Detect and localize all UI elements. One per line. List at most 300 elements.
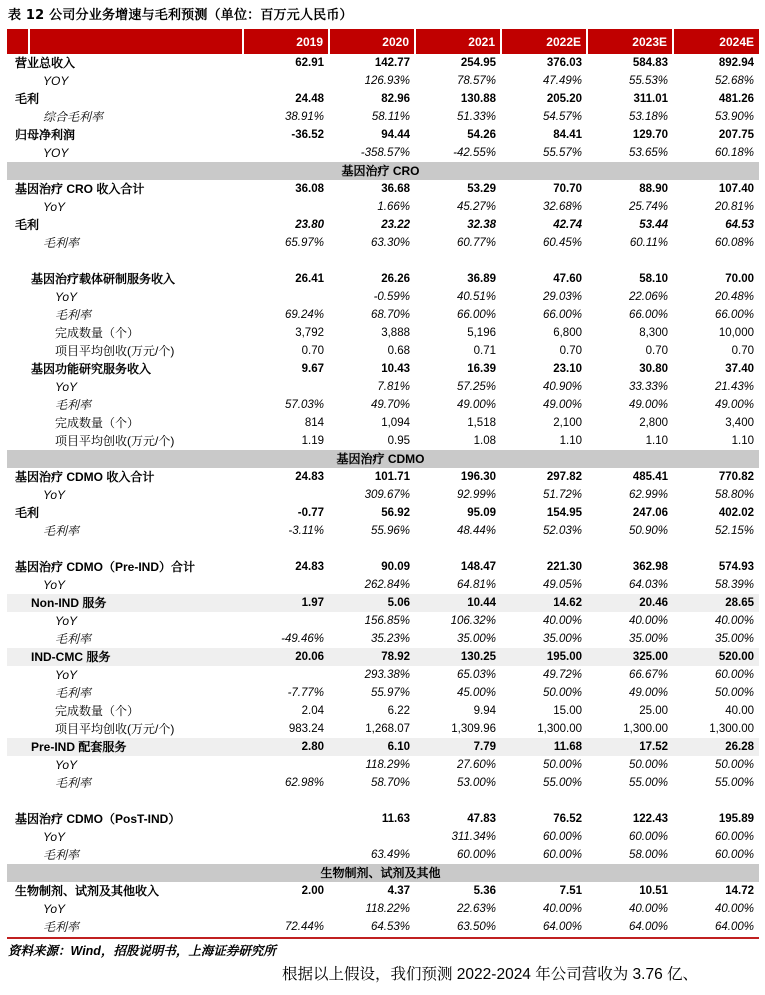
value-cell: 66.00% xyxy=(456,309,496,321)
header-label-cell xyxy=(29,29,243,54)
row-label: 归母净利润 xyxy=(15,128,76,142)
table-row xyxy=(7,756,759,774)
value-cell: 64.00% xyxy=(628,921,668,933)
row-label: 完成数量（个） xyxy=(55,704,140,718)
value-cell: 6.10 xyxy=(387,741,410,753)
table-row xyxy=(7,612,759,630)
value-cell: 196.30 xyxy=(460,471,496,483)
value-cell: 55.00% xyxy=(714,777,754,789)
row-label: 毛利 xyxy=(15,92,40,106)
value-cell xyxy=(243,144,329,162)
value-cell: 156.85% xyxy=(364,615,410,627)
table-row xyxy=(7,594,759,612)
row-label: 毛利率 xyxy=(43,524,80,538)
value-cell: 64.53% xyxy=(370,921,410,933)
value-cell: 5.36 xyxy=(473,885,496,897)
value-cell: 17.52 xyxy=(639,741,668,753)
value-cell: 60.18% xyxy=(714,147,754,159)
value-cell: 106.32% xyxy=(450,615,496,627)
value-cell: 1.10 xyxy=(645,435,668,447)
spacer-cell xyxy=(7,792,759,810)
value-cell: 0.71 xyxy=(473,345,496,357)
value-cell: 64.53 xyxy=(725,219,754,231)
value-cell: 0.70 xyxy=(645,345,668,357)
value-cell: 92.99% xyxy=(456,489,496,501)
value-cell: -358.57% xyxy=(360,147,410,159)
table-row xyxy=(7,72,759,90)
value-cell: 60.08% xyxy=(714,237,754,249)
value-cell: 1.08 xyxy=(473,435,496,447)
value-cell: 362.98 xyxy=(632,561,668,573)
value-cell: 195.89 xyxy=(718,813,754,825)
table-row xyxy=(7,90,759,108)
value-cell: 84.41 xyxy=(553,129,582,141)
value-cell: 76.52 xyxy=(553,813,582,825)
value-cell: -49.46% xyxy=(281,633,324,645)
value-cell: -0.59% xyxy=(373,291,410,303)
value-cell: 107.40 xyxy=(718,183,754,195)
value-cell: 58.10 xyxy=(639,273,668,285)
value-cell: 60.00% xyxy=(542,849,582,861)
table-row xyxy=(7,306,759,324)
value-cell: 65.03% xyxy=(456,669,496,681)
value-cell: 49.05% xyxy=(542,579,582,591)
value-cell xyxy=(243,486,329,504)
value-cell: -0.77 xyxy=(297,507,324,519)
value-cell: 63.30% xyxy=(370,237,410,249)
value-cell: 35.23% xyxy=(370,633,410,645)
row-label: 生物制剂、试剂及其他收入 xyxy=(15,884,160,898)
value-cell: 95.09 xyxy=(467,507,496,519)
value-cell: 130.25 xyxy=(460,651,496,663)
value-cell: 311.01 xyxy=(633,93,668,105)
value-cell: 10.51 xyxy=(639,885,668,897)
table-row xyxy=(7,360,759,378)
value-cell xyxy=(243,810,329,828)
row-label: Pre-IND 配套服务 xyxy=(31,740,127,754)
table-row xyxy=(7,504,759,522)
value-cell: 36.68 xyxy=(381,183,410,195)
row-label: 项目平均创收(万元/个) xyxy=(55,722,175,736)
value-cell: 40.00% xyxy=(714,903,754,915)
table-row xyxy=(7,558,759,576)
value-cell: 101.71 xyxy=(374,471,410,483)
value-cell: 50.00% xyxy=(542,687,582,699)
value-cell: 40.00 xyxy=(725,705,754,717)
value-cell: 32.68% xyxy=(542,201,582,213)
value-cell: 10.44 xyxy=(467,597,496,609)
row-label: YOY xyxy=(43,146,69,160)
value-cell: 58.70% xyxy=(370,777,410,789)
row-label: 毛利率 xyxy=(55,632,92,646)
section-row xyxy=(7,450,759,468)
value-cell: 0.70 xyxy=(559,345,582,357)
row-label: 基因治疗 CDMO（PosT-IND） xyxy=(15,812,181,826)
row-label: YoY xyxy=(55,290,78,304)
value-cell: 24.83 xyxy=(295,561,324,573)
value-cell: 30.80 xyxy=(639,363,668,375)
value-cell: 64.03% xyxy=(628,579,668,591)
row-label: YoY xyxy=(55,758,78,772)
table-row xyxy=(7,846,759,864)
value-cell: 20.48% xyxy=(714,291,754,303)
value-cell: 55.96% xyxy=(370,525,410,537)
value-cell: 66.00% xyxy=(714,309,754,321)
value-cell: 2.00 xyxy=(301,885,324,897)
value-cell: 3,888 xyxy=(381,327,410,339)
value-cell: 770.82 xyxy=(718,471,754,483)
value-cell: 72.44% xyxy=(284,921,324,933)
row-label: 完成数量（个） xyxy=(55,326,140,340)
value-cell: 62.91 xyxy=(295,57,324,69)
value-cell: 38.91% xyxy=(284,111,324,123)
row-label: 基因治疗 CDMO（Pre-IND）合计 xyxy=(15,560,196,574)
value-cell: 48.44% xyxy=(456,525,496,537)
value-cell xyxy=(243,900,329,918)
value-cell: 63.49% xyxy=(370,849,410,861)
value-cell: 118.22% xyxy=(365,903,410,915)
value-cell: 35.00% xyxy=(456,633,496,645)
table-row xyxy=(7,396,759,414)
table-row xyxy=(7,900,759,918)
table-row xyxy=(7,738,759,756)
value-cell: 36.89 xyxy=(467,273,496,285)
column-header: 2019 xyxy=(243,29,329,54)
value-cell: 50.00% xyxy=(714,759,754,771)
value-cell: 9.94 xyxy=(473,705,496,717)
value-cell: 2.80 xyxy=(301,741,324,753)
value-cell: 53.18% xyxy=(628,111,668,123)
body-paragraph: 根据以上假设，我们预测 2022-2024 年公司营收为 3.76 亿、 xyxy=(282,966,699,983)
row-label: 基因治疗 CDMO 收入合计 xyxy=(15,470,155,484)
table-row xyxy=(7,54,759,72)
value-cell: 35.00% xyxy=(628,633,668,645)
value-cell: 35.00% xyxy=(542,633,582,645)
value-cell: 60.11% xyxy=(629,237,668,249)
value-cell: 51.72% xyxy=(542,489,582,501)
value-cell: 49.00% xyxy=(456,399,496,411)
value-cell: 8,300 xyxy=(639,327,668,339)
column-header: 2023E xyxy=(587,29,673,54)
value-cell: 7.79 xyxy=(473,741,496,753)
value-cell: 28.65 xyxy=(725,597,754,609)
row-label: IND-CMC 服务 xyxy=(31,650,111,664)
table-row xyxy=(7,522,759,540)
value-cell: 37.40 xyxy=(725,363,754,375)
section-header-label: 生物制剂、试剂及其他 xyxy=(7,864,759,882)
value-cell: 40.00% xyxy=(714,615,754,627)
value-cell: 262.84% xyxy=(364,579,410,591)
value-cell: 35.00% xyxy=(714,633,754,645)
value-cell: 53.00% xyxy=(456,777,496,789)
forecast-table xyxy=(7,29,759,936)
row-label: 毛利率 xyxy=(55,308,92,322)
value-cell xyxy=(243,846,329,864)
table-row xyxy=(7,414,759,432)
value-cell: 892.94 xyxy=(718,57,754,69)
value-cell: 64.00% xyxy=(542,921,582,933)
value-cell: 51.33% xyxy=(456,111,496,123)
row-label: 项目平均创收(万元/个) xyxy=(55,344,175,358)
value-cell: 62.98% xyxy=(284,777,324,789)
value-cell xyxy=(243,756,329,774)
value-cell: 0.70 xyxy=(731,345,754,357)
column-header: 2024E xyxy=(673,29,759,54)
value-cell: 6,800 xyxy=(553,327,582,339)
value-cell: 1,300.00 xyxy=(623,723,668,735)
value-cell: 53.44 xyxy=(639,219,668,231)
table-row xyxy=(7,468,759,486)
spacer-cell xyxy=(7,252,759,270)
value-cell: 60.00% xyxy=(628,831,668,843)
header-spacer-cell xyxy=(7,29,29,54)
value-cell: -3.11% xyxy=(288,525,324,537)
value-cell: 0.95 xyxy=(387,435,410,447)
value-cell: 49.00% xyxy=(628,399,668,411)
row-label: YOY xyxy=(43,74,69,88)
value-cell: 26.26 xyxy=(381,273,410,285)
table-row xyxy=(7,576,759,594)
value-cell: 55.00% xyxy=(628,777,668,789)
row-label: 基因治疗载体研制服务收入 xyxy=(31,272,176,286)
value-cell: 69.24% xyxy=(284,309,324,321)
row-label: 综合毛利率 xyxy=(43,110,104,124)
value-cell: 53.90% xyxy=(714,111,754,123)
value-cell: 60.00% xyxy=(542,831,582,843)
value-cell: 11.68 xyxy=(553,741,582,753)
value-cell: 50.90% xyxy=(628,525,668,537)
value-cell: 32.38 xyxy=(467,219,496,231)
value-cell: 11.63 xyxy=(381,813,410,825)
value-cell: 40.00% xyxy=(542,615,582,627)
value-cell: 129.70 xyxy=(632,129,668,141)
value-cell: 70.70 xyxy=(553,183,582,195)
value-cell: 60.00% xyxy=(714,831,754,843)
value-cell: 6.22 xyxy=(387,705,410,717)
table-row xyxy=(7,324,759,342)
value-cell: 55.97% xyxy=(370,687,410,699)
value-cell: 78.57% xyxy=(456,75,496,87)
value-cell: 64.00% xyxy=(714,921,754,933)
value-cell: 584.83 xyxy=(632,57,668,69)
table-row xyxy=(7,108,759,126)
value-cell: 0.68 xyxy=(387,345,410,357)
value-cell: 118.29% xyxy=(365,759,410,771)
value-cell: 58.11% xyxy=(371,111,410,123)
value-cell: 22.06% xyxy=(628,291,668,303)
table-row xyxy=(7,810,759,828)
table-row xyxy=(7,342,759,360)
column-header: 2020 xyxy=(329,29,415,54)
value-cell: 63.50% xyxy=(456,921,496,933)
value-cell: 54.26 xyxy=(467,129,496,141)
value-cell: 485.41 xyxy=(632,471,668,483)
row-label: 毛利率 xyxy=(55,398,92,412)
value-cell: 62.99% xyxy=(628,489,668,501)
value-cell: 49.72% xyxy=(542,669,582,681)
row-label: 毛利率 xyxy=(55,776,92,790)
value-cell: 90.09 xyxy=(381,561,410,573)
value-cell: 65.97% xyxy=(284,237,324,249)
value-cell: 54.57% xyxy=(542,111,582,123)
row-label: 毛利率 xyxy=(55,686,92,700)
value-cell: 5.06 xyxy=(387,597,410,609)
value-cell: 20.46 xyxy=(639,597,668,609)
value-cell: 1.19 xyxy=(301,435,324,447)
value-cell: 52.15% xyxy=(714,525,754,537)
value-cell: 58.39% xyxy=(714,579,754,591)
column-header: 2022E xyxy=(501,29,587,54)
row-label: 毛利率 xyxy=(43,236,80,250)
row-label: 完成数量（个） xyxy=(55,416,140,430)
value-cell: 1.97 xyxy=(301,597,324,609)
value-cell: 21.43% xyxy=(714,381,754,393)
row-label: YoY xyxy=(55,668,78,682)
value-cell: 40.51% xyxy=(456,291,496,303)
spacer-row xyxy=(7,252,759,270)
row-label: YoY xyxy=(43,200,66,214)
page-title: 表 12 公司分业务增速与毛利预测（单位：百万元人民币） xyxy=(8,8,353,23)
value-cell: 40.00% xyxy=(628,615,668,627)
source-note: 资料来源：Wind，招股说明书，上海证券研究所 xyxy=(8,944,276,958)
value-cell: 42.74 xyxy=(553,219,582,231)
value-cell: 49.00% xyxy=(628,687,668,699)
value-cell: 40.90% xyxy=(542,381,582,393)
row-label: 项目平均创收(万元/个) xyxy=(55,434,175,448)
value-cell: 3,792 xyxy=(295,327,324,339)
value-cell: 3,400 xyxy=(725,417,754,429)
table-row xyxy=(7,144,759,162)
row-label: 毛利率 xyxy=(43,848,80,862)
value-cell: 2.04 xyxy=(301,705,324,717)
value-cell: 10,000 xyxy=(718,327,754,339)
value-cell: 520.00 xyxy=(718,651,754,663)
value-cell: 254.95 xyxy=(460,57,496,69)
value-cell: 60.45% xyxy=(542,237,582,249)
value-cell: 57.25% xyxy=(456,381,496,393)
value-cell: 814 xyxy=(304,417,324,429)
table-row xyxy=(7,432,759,450)
table-row xyxy=(7,918,759,936)
value-cell: 247.06 xyxy=(632,507,668,519)
row-label: 毛利 xyxy=(15,506,40,520)
value-cell: 60.00% xyxy=(714,849,754,861)
value-cell: 205.20 xyxy=(546,93,582,105)
value-cell: 1,309.96 xyxy=(451,723,496,735)
table-row xyxy=(7,666,759,684)
value-cell: 47.49% xyxy=(542,75,582,87)
value-cell: 4.37 xyxy=(387,885,410,897)
table-row xyxy=(7,684,759,702)
value-cell: 57.03% xyxy=(284,399,324,411)
table-row xyxy=(7,828,759,846)
value-cell: 5,196 xyxy=(467,327,496,339)
value-cell: 55.00% xyxy=(542,777,582,789)
value-cell: 58.00% xyxy=(628,849,668,861)
value-cell: 1,300.00 xyxy=(537,723,582,735)
value-cell: 23.80 xyxy=(295,219,324,231)
value-cell: 25.74% xyxy=(628,201,668,213)
value-cell: 1,268.07 xyxy=(365,723,410,735)
value-cell: 2,800 xyxy=(639,417,668,429)
value-cell: 49.00% xyxy=(542,399,582,411)
value-cell: 154.95 xyxy=(546,507,582,519)
value-cell: 16.39 xyxy=(467,363,496,375)
value-cell xyxy=(243,288,329,306)
table-row xyxy=(7,630,759,648)
value-cell: 70.00 xyxy=(725,273,754,285)
value-cell xyxy=(243,198,329,216)
row-label: 营业总收入 xyxy=(15,56,76,70)
table-row xyxy=(7,180,759,198)
value-cell: 55.53% xyxy=(628,75,668,87)
row-label: 毛利 xyxy=(15,218,40,232)
value-cell: 293.38% xyxy=(364,669,410,681)
spacer-row xyxy=(7,792,759,810)
value-cell: 49.70% xyxy=(370,399,410,411)
value-cell: 60.00% xyxy=(714,669,754,681)
value-cell: 78.92 xyxy=(381,651,410,663)
column-header: 2021 xyxy=(415,29,501,54)
value-cell xyxy=(243,828,329,846)
table-row xyxy=(7,126,759,144)
value-cell: 1,300.00 xyxy=(709,723,754,735)
value-cell: 56.92 xyxy=(381,507,410,519)
table-row xyxy=(7,702,759,720)
value-cell: 66.00% xyxy=(628,309,668,321)
value-cell: 50.00% xyxy=(628,759,668,771)
value-cell: 10.43 xyxy=(381,363,410,375)
value-cell: 2,100 xyxy=(553,417,582,429)
value-cell: 40.00% xyxy=(542,903,582,915)
value-cell xyxy=(243,666,329,684)
value-cell: 24.83 xyxy=(295,471,324,483)
value-cell: 148.47 xyxy=(460,561,496,573)
value-cell: 60.00% xyxy=(456,849,496,861)
value-cell: 45.00% xyxy=(456,687,496,699)
value-cell: 1,518 xyxy=(467,417,496,429)
table-header-row xyxy=(7,29,759,54)
value-cell: 376.03 xyxy=(546,57,582,69)
value-cell: 7.51 xyxy=(559,885,582,897)
value-cell: 1,094 xyxy=(381,417,410,429)
row-label: YoY xyxy=(43,488,66,502)
value-cell: 26.28 xyxy=(725,741,754,753)
value-cell: 47.60 xyxy=(553,273,582,285)
value-cell: 122.43 xyxy=(632,813,668,825)
value-cell: 64.81% xyxy=(456,579,496,591)
value-cell: 58.80% xyxy=(714,489,754,501)
table-row xyxy=(7,882,759,900)
table-row xyxy=(7,774,759,792)
value-cell: 311.34% xyxy=(451,831,496,843)
value-cell: 94.44 xyxy=(381,129,410,141)
value-cell: 52.68% xyxy=(714,75,754,87)
value-cell: 481.26 xyxy=(718,93,754,105)
value-cell: 221.30 xyxy=(546,561,582,573)
value-cell xyxy=(243,72,329,90)
value-cell: 1.10 xyxy=(559,435,582,447)
value-cell: 15.00 xyxy=(553,705,582,717)
table-row xyxy=(7,486,759,504)
row-label: 基因功能研究服务收入 xyxy=(31,362,152,376)
value-cell: 88.90 xyxy=(639,183,668,195)
section-row xyxy=(7,162,759,180)
value-cell xyxy=(243,612,329,630)
value-cell: 7.81% xyxy=(377,381,410,393)
value-cell: -36.52 xyxy=(291,129,324,141)
value-cell xyxy=(243,378,329,396)
